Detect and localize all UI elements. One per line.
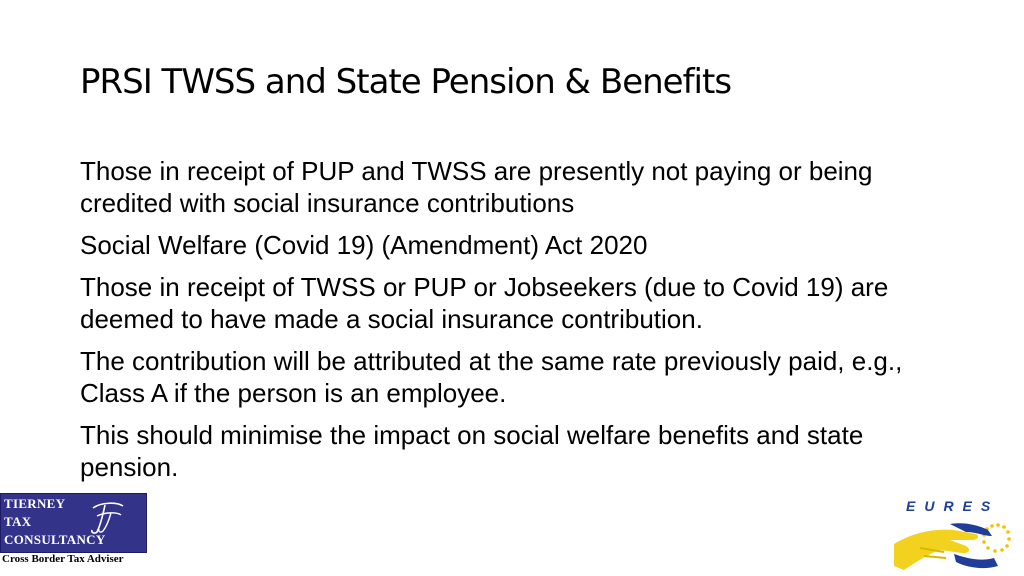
eu-stars-icon — [982, 523, 1011, 553]
tierney-logo-box — [0, 493, 147, 553]
paragraph-pup-twss: Those in receipt of PUP and TWSS are presently not paying or being credited with social insurance contributions — [80, 156, 873, 218]
tierney-logo-tagline: Cross Border Tax Adviser — [2, 553, 124, 565]
paragraph-deemed-contribution: Those in receipt of TWSS or PUP or Jobseekers (due to Covid 19) are deemed to have made a social insurance contribution. — [80, 272, 889, 334]
tierney-monogram-icon — [87, 500, 127, 536]
paragraph-contribution-rate: The contribution will be attributed at the same rate previously paid, e.g., Class A if the person is an employee. — [80, 346, 903, 408]
paragraph-impact: This should minimise the impact on social welfare benefits and state pension. — [80, 420, 864, 482]
tierney-logo-line1: TIERNEY — [4, 496, 66, 511]
eures-logo — [880, 496, 1024, 576]
slide-title: PRSI TWSS and State Pension & Benefits — [80, 62, 732, 102]
tierney-logo — [0, 493, 147, 565]
eures-hands-icon — [880, 496, 1024, 576]
tierney-logo-line3: CONSULTANCY — [4, 532, 106, 547]
tierney-logo-line2: TAX — [4, 514, 32, 529]
paragraph-act: Social Welfare (Covid 19) (Amendment) Act 2020 — [80, 230, 648, 260]
eures-logo-text: EURES — [906, 498, 1000, 514]
slide-body — [80, 155, 940, 493]
